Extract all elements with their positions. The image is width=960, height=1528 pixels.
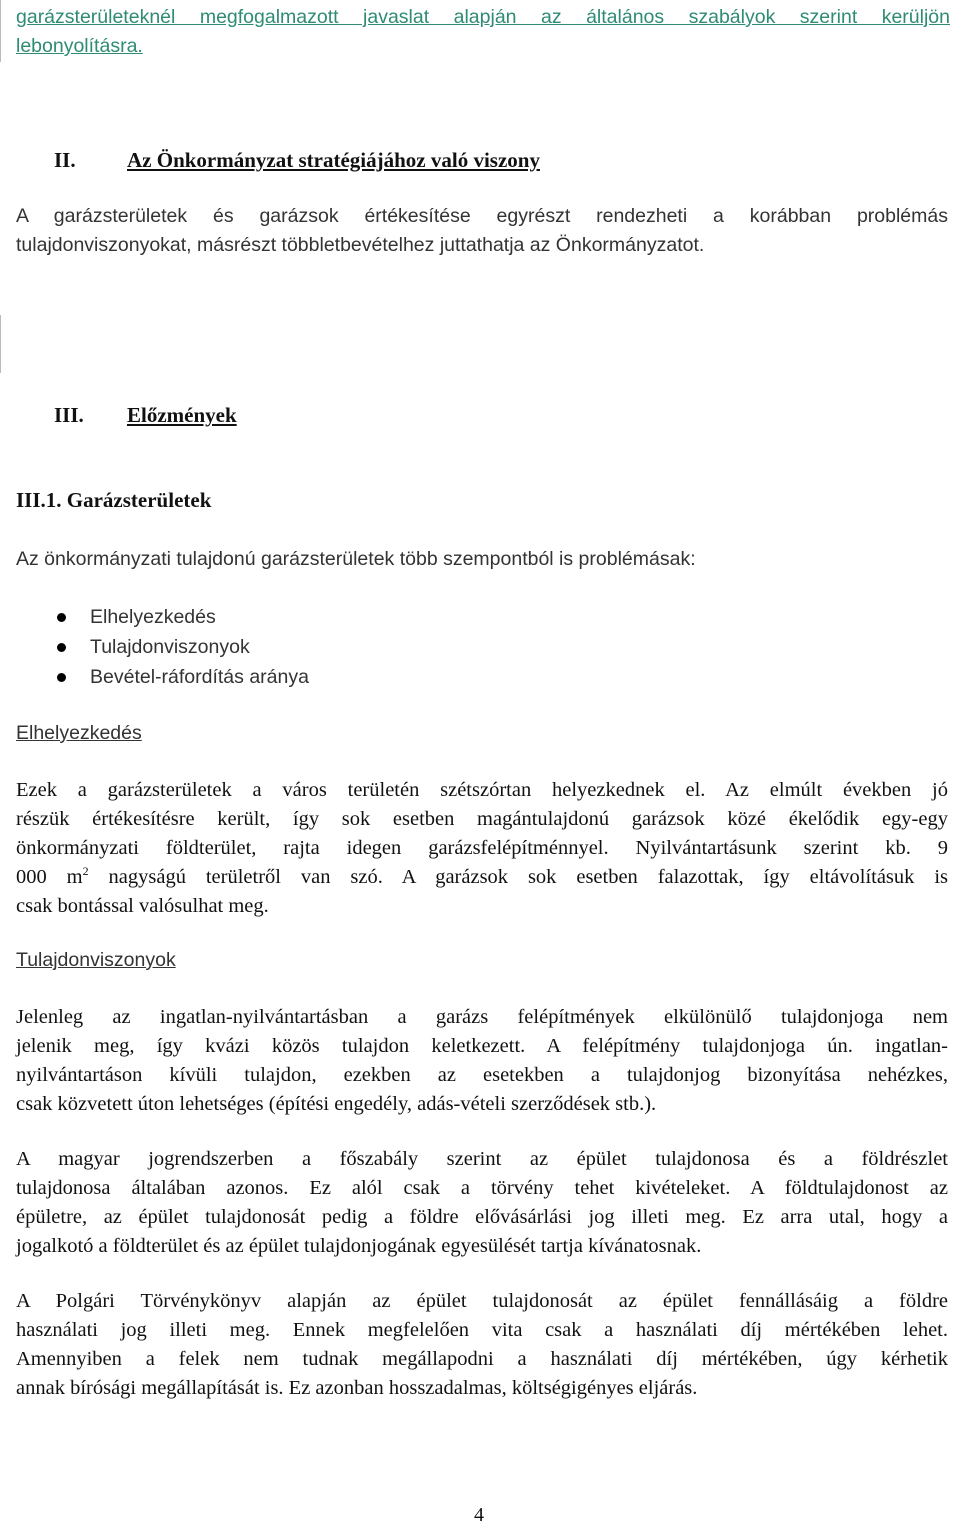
paragraph-line: tulajdonosa általában azonos. Ez alól csak a törvény tehet kivételeket. A földtulajdonost az xyxy=(16,1177,948,1199)
area-value: 000 m xyxy=(16,866,83,888)
section-2-heading xyxy=(54,146,540,175)
intro-line: lebonyolításra. xyxy=(16,35,143,57)
paragraph-line: épületre, az épület tulajdonosát pedig a földre elővásárlási jog illeti meg. Ez arra utal, hogy a xyxy=(16,1206,948,1228)
section-3-heading xyxy=(54,401,237,430)
section-title: Az Önkormányzat stratégiájához való viszony xyxy=(127,148,540,172)
change-bar xyxy=(0,0,1,62)
subsection-heading: III.1. Garázsterületek xyxy=(16,488,212,512)
paragraph-line: A garázsterületek és garázsok értékesítése egyrészt rendezheti a korábban problémás xyxy=(16,205,948,227)
list-item-label: Bevétel-ráfordítás aránya xyxy=(90,666,309,688)
section-number: III. xyxy=(54,403,84,427)
elhelyezkedes-paragraph xyxy=(16,776,948,921)
paragraph-line: Amennyiben a felek nem tudnak megállapodni a használati díj mértékében, úgy kérhetik xyxy=(16,1348,948,1370)
tulajdonviszonyok-heading: Tulajdonviszonyok xyxy=(16,949,176,971)
tulajdon-paragraph-1 xyxy=(16,1003,948,1119)
elhelyezkedes-heading: Elhelyezkedés xyxy=(16,722,142,744)
problem-list xyxy=(90,602,309,692)
list-item-label: Elhelyezkedés xyxy=(90,606,216,628)
paragraph-line: tulajdonviszonyokat, másrészt többletbevételhez juttathatja az Önkormányzatot. xyxy=(16,234,705,256)
paragraph-line: nyilvántartáson kívüli tulajdon, ezekben az esetekben a tulajdonjog bizonyítása nehézkes, xyxy=(16,1064,948,1086)
bullet-icon xyxy=(57,613,66,622)
paragraph-line: csak bontással valósulhat meg. xyxy=(16,895,269,917)
paragraph-line: csak közvetett úton lehetséges (építési engedély, adás-vételi szerződések stb.). xyxy=(16,1093,657,1115)
list-item xyxy=(90,632,309,662)
list-item-label: Tulajdonviszonyok xyxy=(90,636,250,658)
page-number: 4 xyxy=(474,1504,484,1526)
paragraph-line: jogalkotó a földterület és az épület tulajdonjogának egyesülését tartja kívánatosnak. xyxy=(16,1235,702,1257)
bullet-icon xyxy=(57,643,66,652)
paragraph-line: részük értékesítésre került, így sok esetben magántulajdonú garázsok közé ékelődik egy-egy xyxy=(16,808,948,830)
paragraph-line: jelenik meg, így kvázi közös tulajdon keletkezett. A felépítmény tulajdonjoga ún. ingatlan- xyxy=(16,1035,948,1057)
tulajdon-paragraph-3 xyxy=(16,1287,948,1403)
change-bar xyxy=(0,315,1,373)
tulajdon-paragraph-2 xyxy=(16,1145,948,1261)
superscript: 2 xyxy=(82,864,89,879)
intro-line: garázsterületeknél megfogalmazott javaslat alapján az általános szabályok szerint kerüljön xyxy=(16,6,950,28)
paragraph-line: önkormányzati földterület, rajta idegen garázsfelépítménnyel. Nyilvántartásunk szerint kb. 9 xyxy=(16,837,948,859)
paragraph-line: használati jog illeti meg. Ennek megfelelően vita csak a használati díj mértékében lehet. xyxy=(16,1319,948,1341)
line-rest: nagyságú területről van szó. A garázsok sok esetben falazottak, így eltávolításuk is xyxy=(88,866,948,888)
paragraph-line: A magyar jogrendszerben a főszabály szerint az épület tulajdonosa és a földrészlet xyxy=(16,1148,948,1170)
section-2-paragraph xyxy=(16,202,948,260)
lead-sentence: Az önkormányzati tulajdonú garázsterületek több szempontból is problémásak: xyxy=(16,548,696,570)
bullet-icon xyxy=(57,673,66,682)
paragraph-line: Jelenleg az ingatlan-nyilvántartásban a garázs felépítmények elkülönülő tulajdonjoga nem xyxy=(16,1006,948,1028)
intro-paragraph xyxy=(16,3,950,61)
section-number: II. xyxy=(54,148,76,172)
paragraph-line: annak bírósági megállapítását is. Ez azonban hosszadalmas, költségigényes eljárás. xyxy=(16,1377,698,1399)
section-title: Előzmények xyxy=(127,403,237,427)
paragraph-line: A Polgári Törvénykönyv alapján az épület tulajdonosát az épület fennállásáig a földre xyxy=(16,1290,948,1312)
list-item xyxy=(90,662,309,692)
paragraph-line xyxy=(16,863,948,892)
paragraph-line: Ezek a garázsterületek a város területén szétszórtan helyezkednek el. Az elmúlt években jó xyxy=(16,779,948,801)
list-item xyxy=(90,602,309,632)
